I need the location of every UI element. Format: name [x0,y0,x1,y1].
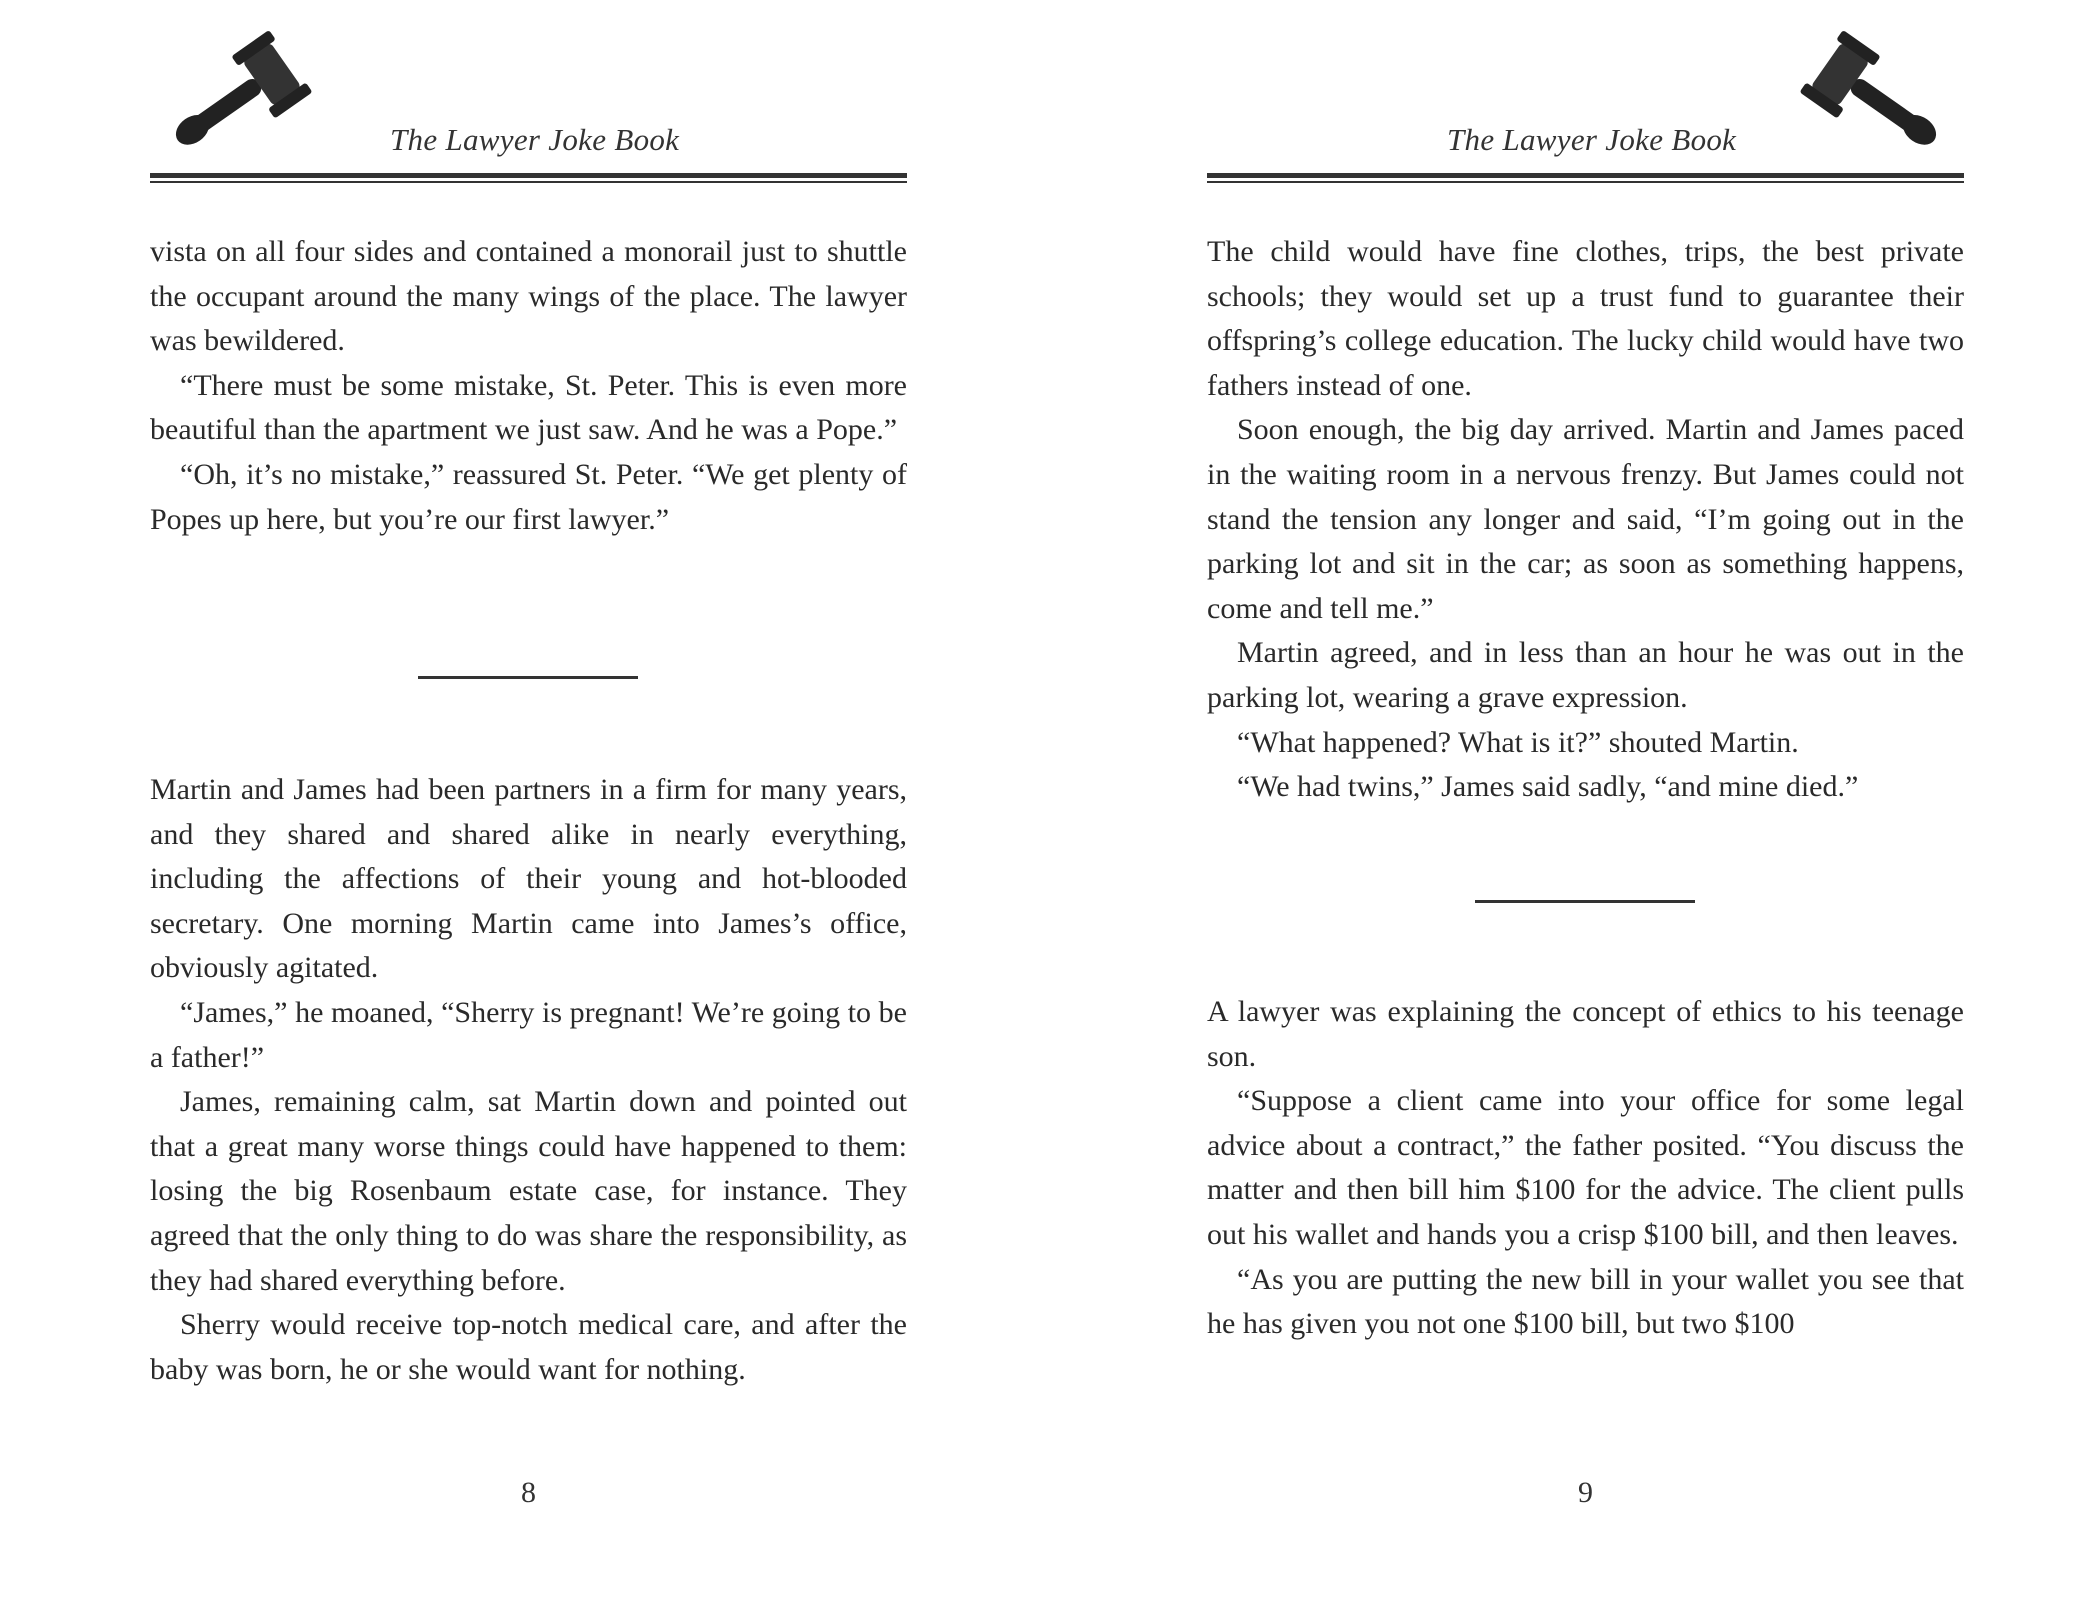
section-separator [1475,900,1695,903]
left-page [150,0,907,1600]
text-block-1 [1207,230,1964,810]
text-block-1 [150,230,907,542]
header-rule [150,173,907,178]
text-block-2 [150,768,907,1392]
paragraph: “James,” he moaned, “Sherry is pregnant! We’re going to be a father!” [150,995,907,1074]
right-page [1207,0,1964,1600]
paragraph: “What happened? What is it?” shouted Martin. [1237,725,1799,759]
section-separator [418,676,638,679]
paragraph: James, remaining calm, sat Martin down and pointed out that a great many worse things could have happened to them: losing the big Rosenbaum estate case, for instance. They agreed that the only thing to do was share the responsibility, as they had shared everything before. [150,1085,907,1297]
paragraph: Soon enough, the big day arrived. Martin and James paced in the waiting room in a nervous frenzy. But James could not stand the tension any longer and said, “I’m going out in the parking lot and sit in the car; as soon as something happens, come and tell me.” [1207,413,1964,625]
running-head: The Lawyer Joke Book [1447,122,1737,157]
paragraph: “There must be some mistake, St. Peter. This is even more beautiful than the apartment we just saw. And he was a Pope.” [150,368,907,447]
header-rule-thin [1207,181,1964,183]
paragraph: Martin and James had been partners in a firm for many years, and they shared and shared alike in nearly everything, including the affections of their young and hot-blooded secretary. One morning Martin came into James’s office, obviously agitated. [150,773,907,985]
page-number: 8 [521,1476,536,1509]
paragraph: “We had twins,” James said sadly, “and mine died.” [1237,770,1859,804]
paragraph: The child would have fine clothes, trips, the best private schools; they would set up a trust fund to guarantee their offspring’s college education. The lucky child would have two fathers instead of one. [1207,235,1964,402]
header-rule [1207,173,1964,178]
page-number: 9 [1578,1476,1593,1509]
gavel-icon [140,26,340,176]
paragraph: “Oh, it’s no mistake,” reassured St. Peter. “We get plenty of Popes up here, but you’re our first lawyer.” [150,457,907,536]
text-block-2 [1207,990,1964,1347]
paragraph: vista on all four sides and contained a monorail just to shuttle the occupant around the many wings of the place. The lawyer was bewildered. [150,235,907,358]
paragraph: Sherry would receive top-notch medical care, and after the baby was born, he or she would want for nothing. [150,1308,907,1386]
paragraph: “Suppose a client came into your office for some legal advice about a contract,” the father posited. “You discuss the matter and then bill him $100 for the advice. The client pulls out his wallet and hands you a crisp $100 bill, and then leaves. [1207,1084,1964,1251]
gavel-icon [1772,26,1972,176]
header-rule-thin [150,181,907,183]
paragraph: A lawyer was explaining the concept of ethics to his teenage son. [1207,995,1964,1073]
paragraph: Martin agreed, and in less than an hour he was out in the parking lot, wearing a grave expression. [1207,636,1964,714]
running-head: The Lawyer Joke Book [390,122,680,157]
paragraph: “As you are putting the new bill in your wallet you see that he has given you not one $100 bill, but two $100 [1207,1262,1964,1341]
